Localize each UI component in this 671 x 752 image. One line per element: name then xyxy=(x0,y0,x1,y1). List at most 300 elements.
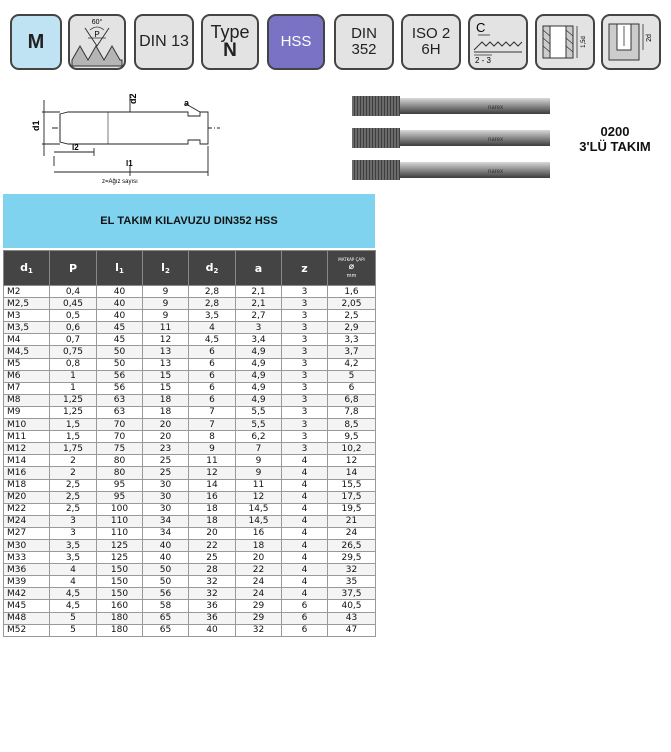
table-cell: 3 xyxy=(236,322,282,334)
table-cell: 110 xyxy=(97,527,143,539)
table-cell: 45 xyxy=(97,322,143,334)
table-cell: 11 xyxy=(189,455,236,467)
table-cell: 3 xyxy=(282,310,328,322)
table-cell: 35 xyxy=(328,576,376,588)
table-row xyxy=(4,552,376,564)
table-cell: 4 xyxy=(282,467,328,479)
table-row xyxy=(4,479,376,491)
table-cell: 29 xyxy=(236,600,282,612)
table-cell: 100 xyxy=(97,503,143,515)
table-cell: 4,9 xyxy=(236,394,282,406)
table-cell: 12 xyxy=(328,455,376,467)
header-cell-6: z xyxy=(282,251,328,286)
table-cell: 70 xyxy=(97,419,143,431)
thread-form-label: M xyxy=(27,30,45,53)
table-cell: 50 xyxy=(143,564,189,576)
drawing-caption: z=Ağız sayısı xyxy=(102,179,138,185)
tap-1 xyxy=(352,96,550,116)
table-cell: 3 xyxy=(282,334,328,346)
table-cell: 32 xyxy=(328,564,376,576)
table-cell: M16 xyxy=(4,467,50,479)
table-cell: 18 xyxy=(236,539,282,551)
table-cell: 2,9 xyxy=(328,322,376,334)
table-cell: 47 xyxy=(328,624,376,636)
table-cell: 6,2 xyxy=(236,431,282,443)
table-cell: 9 xyxy=(143,298,189,310)
table-cell: 12 xyxy=(189,467,236,479)
table-cell: 20 xyxy=(143,431,189,443)
drill-unit: mm xyxy=(346,273,357,279)
table-cell: 4 xyxy=(282,479,328,491)
table-cell: 40 xyxy=(97,310,143,322)
table-row xyxy=(4,588,376,600)
table-cell: M12 xyxy=(4,443,50,455)
table-cell: 36 xyxy=(189,600,236,612)
table-row xyxy=(4,298,376,310)
table-cell: 1 xyxy=(50,370,97,382)
table-cell: 16 xyxy=(236,527,282,539)
table-cell: 6 xyxy=(189,358,236,370)
table-cell: 5 xyxy=(328,370,376,382)
table-cell: 3 xyxy=(282,358,328,370)
table-cell: 26,5 xyxy=(328,539,376,551)
table-cell: 23 xyxy=(143,443,189,455)
table-cell: M20 xyxy=(4,491,50,503)
tap-2-brand: narex xyxy=(488,137,504,143)
table-cell: 150 xyxy=(97,576,143,588)
table-cell: 50 xyxy=(97,346,143,358)
table-cell: 32 xyxy=(189,588,236,600)
table-cell: 150 xyxy=(97,564,143,576)
tolerance-line1: ISO 2 xyxy=(411,25,451,43)
table-cell: 7,8 xyxy=(328,406,376,418)
table-cell: 21 xyxy=(328,515,376,527)
l2-label: l2 xyxy=(72,143,79,152)
table-cell: 56 xyxy=(97,382,143,394)
table-cell: 29 xyxy=(236,612,282,624)
chamfer-range: 2 - 3 xyxy=(475,56,492,65)
table-cell: 160 xyxy=(97,600,143,612)
table-row xyxy=(4,600,376,612)
table-row xyxy=(4,612,376,624)
table-cell: 80 xyxy=(97,467,143,479)
table-cell: 14 xyxy=(328,467,376,479)
table-cell: 18 xyxy=(143,406,189,418)
table-cell: 180 xyxy=(97,624,143,636)
table-cell: 6 xyxy=(189,370,236,382)
table-cell: 20 xyxy=(143,419,189,431)
table-row xyxy=(4,406,376,418)
table-cell: 7 xyxy=(189,406,236,418)
table-cell: 4 xyxy=(50,576,97,588)
tolerance-badge xyxy=(401,14,461,70)
table-title: EL TAKIM KILAVUZU DIN352 HSS xyxy=(100,215,278,227)
table-cell: 4,9 xyxy=(236,346,282,358)
table-cell: 43 xyxy=(328,612,376,624)
table-row xyxy=(4,503,376,515)
tap-3-brand: narex xyxy=(488,169,504,175)
table-cell: M24 xyxy=(4,515,50,527)
table-cell: 50 xyxy=(97,358,143,370)
table-cell: 19,5 xyxy=(328,503,376,515)
table-cell: 0,7 xyxy=(50,334,97,346)
table-cell: 4,2 xyxy=(328,358,376,370)
table-cell: 30 xyxy=(143,503,189,515)
table-row xyxy=(4,564,376,576)
table-cell: 40 xyxy=(97,298,143,310)
table-row xyxy=(4,310,376,322)
table-cell: 24 xyxy=(328,527,376,539)
table-cell: 18 xyxy=(189,503,236,515)
table-cell: 5 xyxy=(50,612,97,624)
table-cell: 1,5 xyxy=(50,419,97,431)
table-cell: 1,75 xyxy=(50,443,97,455)
table-cell: 6 xyxy=(282,612,328,624)
type-label: Type xyxy=(210,21,250,42)
table-cell: 7 xyxy=(236,443,282,455)
table-cell: M52 xyxy=(4,624,50,636)
table-cell: 6 xyxy=(328,382,376,394)
table-body xyxy=(4,286,376,637)
table-cell: 4 xyxy=(282,552,328,564)
header-cell-drill xyxy=(328,251,376,286)
table-cell: 3 xyxy=(282,322,328,334)
table-cell: 8 xyxy=(189,431,236,443)
tap-3 xyxy=(352,160,550,180)
thread-form-badge xyxy=(10,14,62,70)
table-cell: 3,4 xyxy=(236,334,282,346)
table-cell: 1,25 xyxy=(50,406,97,418)
table-cell: 14,5 xyxy=(236,503,282,515)
table-row xyxy=(4,346,376,358)
header-cell-5: a xyxy=(236,251,282,286)
table-row xyxy=(4,491,376,503)
thread-angle-label: 60° xyxy=(91,19,103,26)
table-row xyxy=(4,370,376,382)
table-cell: 25 xyxy=(143,467,189,479)
table-cell: 11 xyxy=(143,322,189,334)
table-cell: 95 xyxy=(97,479,143,491)
table-cell: M10 xyxy=(4,419,50,431)
table-cell: 45 xyxy=(97,334,143,346)
table-cell: 180 xyxy=(97,612,143,624)
table-cell: 4,9 xyxy=(236,382,282,394)
header-cell-3: $l_2$ xyxy=(143,251,189,286)
table-cell: 6 xyxy=(189,346,236,358)
table-cell: 32 xyxy=(236,624,282,636)
table-cell: M2,5 xyxy=(4,298,50,310)
table-cell: 40 xyxy=(189,624,236,636)
header-cell-4: $d_2$ xyxy=(189,251,236,286)
blind-hole-label: 2d xyxy=(646,34,653,42)
table-cell: 65 xyxy=(143,624,189,636)
table-cell: 4 xyxy=(282,491,328,503)
table-cell: 4 xyxy=(282,503,328,515)
table-cell: 9 xyxy=(236,467,282,479)
table-cell: M5 xyxy=(4,358,50,370)
table-row xyxy=(4,539,376,551)
table-cell: 2,1 xyxy=(236,298,282,310)
table-cell: 12 xyxy=(236,491,282,503)
thread-profile-icon xyxy=(70,16,124,68)
table-cell: M39 xyxy=(4,576,50,588)
table-cell: 5 xyxy=(50,624,97,636)
table-cell: M4 xyxy=(4,334,50,346)
tap-set-photo xyxy=(348,92,553,188)
table-cell: M36 xyxy=(4,564,50,576)
din13-label: DIN 13 xyxy=(139,32,189,50)
table-cell: 30 xyxy=(143,479,189,491)
table-cell: 4 xyxy=(282,527,328,539)
table-cell: 1,6 xyxy=(328,286,376,298)
table-cell: 22 xyxy=(189,539,236,551)
product-code: 0200 xyxy=(600,124,630,139)
table-cell: 28 xyxy=(189,564,236,576)
table-cell: 5,5 xyxy=(236,406,282,418)
table-cell: M4,5 xyxy=(4,346,50,358)
header-cell-1: P xyxy=(50,251,97,286)
table-cell: 7 xyxy=(189,419,236,431)
table-row xyxy=(4,576,376,588)
table-cell: 4 xyxy=(282,515,328,527)
table-cell: M45 xyxy=(4,600,50,612)
table-cell: 37,5 xyxy=(328,588,376,600)
table-cell: 4,9 xyxy=(236,370,282,382)
chamfer-icon xyxy=(470,16,526,68)
table-cell: 25 xyxy=(143,455,189,467)
table-cell: 1 xyxy=(50,382,97,394)
table-cell: 75 xyxy=(97,443,143,455)
table-cell: 34 xyxy=(143,515,189,527)
table-cell: 15 xyxy=(143,370,189,382)
blind-hole-badge xyxy=(601,14,661,70)
table-cell: 0,4 xyxy=(50,286,97,298)
table-cell: 1,25 xyxy=(50,394,97,406)
table-cell: 24 xyxy=(236,588,282,600)
table-cell: 6 xyxy=(189,394,236,406)
table-cell: 25 xyxy=(189,552,236,564)
table-cell: 40 xyxy=(97,286,143,298)
table-row xyxy=(4,455,376,467)
table-cell: 34 xyxy=(143,527,189,539)
hole-depth-badge xyxy=(535,14,595,70)
drill-header-label: MATKAP ÇAPI xyxy=(338,257,365,262)
table-cell: M7 xyxy=(4,382,50,394)
table-cell: 2,5 xyxy=(50,479,97,491)
table-cell: 5,5 xyxy=(236,419,282,431)
table-cell: 2,5 xyxy=(50,503,97,515)
table-cell: 14 xyxy=(189,479,236,491)
table-cell: 36 xyxy=(189,612,236,624)
table-row xyxy=(4,467,376,479)
table-cell: 9 xyxy=(143,310,189,322)
table-cell: 4,5 xyxy=(189,334,236,346)
table-cell: 2,5 xyxy=(50,491,97,503)
hole-depth-label: 1,5d xyxy=(581,36,587,48)
table-cell: 4 xyxy=(189,322,236,334)
table-cell: 10,2 xyxy=(328,443,376,455)
table-cell: 14,5 xyxy=(236,515,282,527)
table-cell: 3 xyxy=(282,382,328,394)
table-cell: M48 xyxy=(4,612,50,624)
table-cell: M11 xyxy=(4,431,50,443)
chamfer-badge xyxy=(468,14,528,70)
table-cell: 9 xyxy=(143,286,189,298)
table-row xyxy=(4,358,376,370)
table-header-row xyxy=(4,251,376,286)
product-code-block xyxy=(560,124,670,154)
table-row xyxy=(4,334,376,346)
table-cell: 4,5 xyxy=(50,600,97,612)
table-cell: 12 xyxy=(143,334,189,346)
type-badge xyxy=(201,14,259,70)
table-row xyxy=(4,394,376,406)
table-cell: M3 xyxy=(4,310,50,322)
table-cell: 2,5 xyxy=(328,310,376,322)
table-cell: M33 xyxy=(4,552,50,564)
table-cell: 40,5 xyxy=(328,600,376,612)
table-cell: M22 xyxy=(4,503,50,515)
table-cell: 3 xyxy=(282,346,328,358)
table-cell: 3 xyxy=(282,370,328,382)
table-cell: 4 xyxy=(50,564,97,576)
table-cell: 4 xyxy=(282,588,328,600)
table-cell: M2 xyxy=(4,286,50,298)
table-cell: 0,8 xyxy=(50,358,97,370)
thread-profile-badge xyxy=(68,14,126,70)
chamfer-letter: C xyxy=(476,20,486,35)
table-cell: 3 xyxy=(50,515,97,527)
table-cell: 13 xyxy=(143,358,189,370)
table-row xyxy=(4,515,376,527)
table-cell: 3,3 xyxy=(328,334,376,346)
table-cell: 20 xyxy=(189,527,236,539)
tap-spec-table xyxy=(3,250,376,637)
table-cell: 125 xyxy=(97,539,143,551)
l1-label: l1 xyxy=(126,159,133,168)
table-cell: 9,5 xyxy=(328,431,376,443)
table-cell: 50 xyxy=(143,576,189,588)
pitch-letter: P xyxy=(94,30,100,39)
table-cell: 63 xyxy=(97,394,143,406)
material-label: HSS xyxy=(280,33,312,51)
table-cell: 0,6 xyxy=(50,322,97,334)
header-cell-2: $l_1$ xyxy=(97,251,143,286)
table-cell: 2 xyxy=(50,467,97,479)
table-cell: 3 xyxy=(282,419,328,431)
table-cell: M42 xyxy=(4,588,50,600)
table-cell: 20 xyxy=(236,552,282,564)
table-cell: 22 xyxy=(236,564,282,576)
table-row xyxy=(4,624,376,636)
table-cell: 110 xyxy=(97,515,143,527)
table-cell: 3,7 xyxy=(328,346,376,358)
table-row xyxy=(4,286,376,298)
table-cell: 0,75 xyxy=(50,346,97,358)
table-cell: 9 xyxy=(236,455,282,467)
table-cell: 3 xyxy=(282,286,328,298)
table-cell: 6,8 xyxy=(328,394,376,406)
blind-hole-icon xyxy=(603,16,659,68)
table-cell: 32 xyxy=(189,576,236,588)
header-cell-0: $d_1$ xyxy=(4,251,50,286)
table-cell: 4,9 xyxy=(236,358,282,370)
table-cell: 13 xyxy=(143,346,189,358)
table-cell: M27 xyxy=(4,527,50,539)
tolerance-line2: 6H xyxy=(421,41,441,58)
tap-1-brand: narex xyxy=(488,105,504,111)
table-cell: M9 xyxy=(4,406,50,418)
tap-dimension-drawing xyxy=(18,90,223,185)
table-row xyxy=(4,431,376,443)
table-cell: 15 xyxy=(143,382,189,394)
table-row xyxy=(4,443,376,455)
table-cell: 15,5 xyxy=(328,479,376,491)
table-cell: 16 xyxy=(189,491,236,503)
table-cell: 18 xyxy=(143,394,189,406)
d1-label: d1 xyxy=(31,120,41,131)
table-cell: 2,05 xyxy=(328,298,376,310)
table-cell: 6 xyxy=(282,600,328,612)
material-badge xyxy=(267,14,325,70)
table-cell: 6 xyxy=(282,624,328,636)
table-cell: 6 xyxy=(189,382,236,394)
table-cell: 2 xyxy=(50,455,97,467)
table-cell: 40 xyxy=(143,552,189,564)
d2-label: d2 xyxy=(128,93,138,104)
drill-icon: ⌀ xyxy=(348,262,355,272)
table-cell: 3 xyxy=(50,527,97,539)
table-title-bar xyxy=(3,194,375,248)
set-label: 3'LÜ TAKIM xyxy=(579,139,651,154)
table-cell: 3,5 xyxy=(50,539,97,551)
table-cell: 8,5 xyxy=(328,419,376,431)
table-cell: 4 xyxy=(282,576,328,588)
table-cell: 18 xyxy=(189,515,236,527)
table-row xyxy=(4,382,376,394)
a-label: a xyxy=(184,98,190,108)
table-cell: M30 xyxy=(4,539,50,551)
type-value: N xyxy=(223,40,237,62)
table-cell: 24 xyxy=(236,576,282,588)
table-cell: 4 xyxy=(282,539,328,551)
table-cell: 70 xyxy=(97,431,143,443)
table-cell: 80 xyxy=(97,455,143,467)
table-cell: M6 xyxy=(4,370,50,382)
hole-depth-icon xyxy=(537,16,593,68)
table-cell: 56 xyxy=(143,588,189,600)
standard-line2: 352 xyxy=(351,41,377,58)
table-cell: 4 xyxy=(282,455,328,467)
table-cell: 0,5 xyxy=(50,310,97,322)
table-cell: M18 xyxy=(4,479,50,491)
table-row xyxy=(4,322,376,334)
tap-2 xyxy=(352,128,550,148)
table-cell: 2,8 xyxy=(189,298,236,310)
table-cell: 2,8 xyxy=(189,286,236,298)
table-cell: 3 xyxy=(282,406,328,418)
table-cell: 2,7 xyxy=(236,310,282,322)
table-cell: 29,5 xyxy=(328,552,376,564)
table-cell: 125 xyxy=(97,552,143,564)
table-cell: 4,5 xyxy=(50,588,97,600)
table-cell: 2,1 xyxy=(236,286,282,298)
table-cell: 63 xyxy=(97,406,143,418)
table-cell: 17,5 xyxy=(328,491,376,503)
table-cell: 58 xyxy=(143,600,189,612)
table-row xyxy=(4,527,376,539)
table-cell: 150 xyxy=(97,588,143,600)
